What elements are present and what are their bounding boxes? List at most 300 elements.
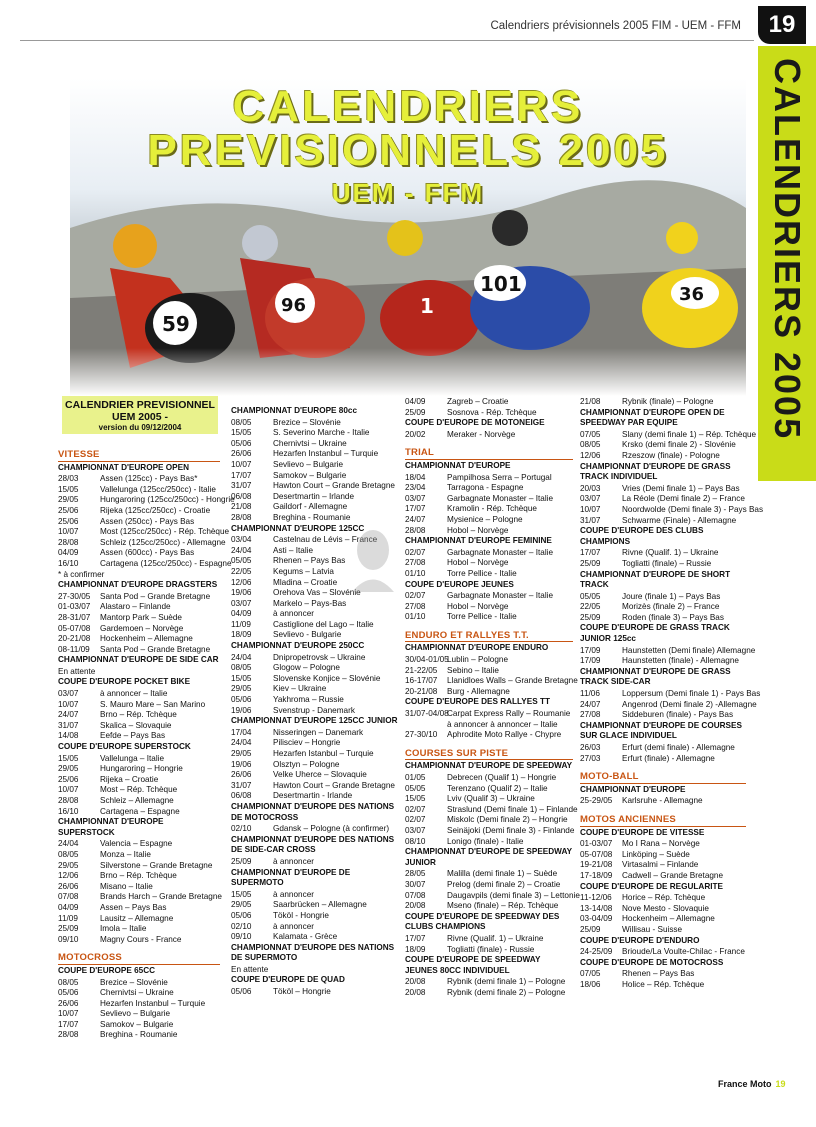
- championship-title: CHAMPIONNAT D'EUROPE 250CC: [231, 641, 365, 651]
- event-venue: Haunstetten (Demi finale) Allemagne: [622, 645, 756, 655]
- event-venue: Orehova Vas – Slovénie: [273, 588, 361, 598]
- event-row: [231, 674, 399, 685]
- calendar-block: [231, 975, 399, 997]
- event-date: 24-25/09: [580, 947, 613, 957]
- calendar-block: [580, 397, 746, 408]
- event-venue: Cartagena (125cc/250cc) - Espagne: [100, 558, 232, 568]
- calendar-block: [231, 868, 399, 943]
- event-row: [58, 924, 220, 935]
- calendar-block: [580, 785, 746, 807]
- event-row: [580, 850, 746, 861]
- event-date: 08-11/09: [58, 644, 90, 654]
- event-venue: Aphrodite Moto Rallye - Chypre: [447, 730, 562, 740]
- event-venue: Rhenen – Pays Bas: [273, 556, 346, 566]
- championship-title: COUPE D'EUROPE DES RALLYES TT: [405, 697, 550, 707]
- event-row: [231, 900, 399, 911]
- championship-title: CHAMPIONNAT D'EUROPE: [580, 784, 686, 794]
- event-venue: Hezarfen Instanbul – Turquie: [100, 998, 206, 1008]
- event-date: 10/07: [58, 527, 79, 537]
- championship-title: COUPE D'EUROPE POCKET BIKE: [58, 677, 191, 687]
- event-venue: Brno – Rép. Tchèque: [100, 871, 177, 881]
- event-row: [58, 999, 220, 1010]
- event-date: 07/05: [580, 429, 601, 439]
- event-date: 27-30/05: [58, 591, 91, 601]
- event-date: 03/04: [231, 535, 252, 545]
- calendar-block: [405, 847, 580, 912]
- event-row: [231, 706, 399, 717]
- calendar-block: [580, 623, 756, 666]
- event-date: 10/07: [231, 459, 252, 469]
- event-row: [405, 526, 573, 537]
- event-row: [58, 527, 230, 538]
- calendar-block: [405, 643, 578, 697]
- event-row: [405, 655, 573, 666]
- page-number-tab: 19: [758, 6, 806, 44]
- event-row: [231, 428, 399, 439]
- event-venue: Seinäjoki (Demi finale 3) - Finlande: [447, 825, 575, 835]
- event-venue: Straslund (Demi finale 1) – Finlande: [447, 804, 578, 814]
- event-venue: Brands Harch – Grande Bretagne: [100, 892, 222, 902]
- event-row: [231, 911, 399, 922]
- event-row: [231, 630, 399, 641]
- event-venue: Torre Pellice - Italie: [447, 612, 517, 622]
- event-row: [580, 602, 746, 613]
- event-row: [58, 689, 220, 700]
- event-date: 05/06: [231, 910, 252, 920]
- championship-title: COUPE D'EUROPE DE SPEEDWAY JEUNES 80CC INDIVIDUEL: [405, 955, 541, 975]
- event-row: [58, 1030, 220, 1041]
- event-venue: Markelo – Pays-Bas: [273, 598, 347, 608]
- calendar-block: [58, 462, 235, 581]
- event-date: 05/06: [58, 988, 79, 998]
- event-date: 25-29/05: [580, 796, 613, 806]
- block-note: En attente: [58, 666, 96, 676]
- event-date: 16-17/07: [405, 676, 438, 686]
- event-venue: Most (125cc/250cc) - Rép. Tchèque: [100, 527, 230, 537]
- event-date: 06/08: [231, 791, 252, 801]
- event-row: [580, 796, 746, 807]
- event-row: [231, 502, 399, 513]
- footer-label: France Moto: [718, 1079, 772, 1089]
- calendar-block: [580, 526, 746, 569]
- event-date: 29/05: [231, 684, 252, 694]
- event-row: [405, 826, 573, 837]
- event-venue: Rivne (Qualif. 1) – Ukraine: [447, 933, 544, 943]
- event-venue: La Réole (Demi finale 2) – France: [622, 494, 745, 504]
- event-venue: Castelnau de Lévis – France: [273, 535, 378, 545]
- event-row: [405, 890, 580, 902]
- event-venue: Prelog (demi finale 2) – Croatie: [447, 879, 561, 889]
- event-date: 19/06: [231, 588, 252, 598]
- event-venue: Castiglione del Lago – Italie: [273, 619, 374, 629]
- event-row: [58, 613, 220, 624]
- event-row: [405, 494, 573, 505]
- calendar-block: [580, 882, 746, 936]
- event-row: [405, 515, 573, 526]
- event-venue: Daugavpils (demi finale 3) – Lettonie: [447, 890, 580, 900]
- event-venue: Chernivtsi – Ukraine: [100, 988, 174, 998]
- event-date: 18/06: [580, 979, 601, 989]
- event-venue: Hobol – Norvège: [447, 601, 509, 611]
- event-date: 05-07/08: [580, 849, 613, 859]
- event-row: [58, 624, 220, 635]
- event-row: [580, 656, 746, 667]
- event-date: 19-21/08: [580, 860, 613, 870]
- championship-title: CHAMPIONNAT D'EUROPE 125CC: [231, 523, 365, 533]
- intro-box: [62, 396, 218, 434]
- column-3: [405, 397, 580, 998]
- event-row: [231, 439, 399, 450]
- event-date: 22/05: [580, 602, 601, 612]
- event-venue: Sosnova - Rép. Tchèque: [447, 407, 537, 417]
- event-venue: Rhenen – Pays Bas: [622, 969, 695, 979]
- event-venue: à annoncer: [273, 921, 314, 931]
- event-date: 06/08: [231, 491, 252, 501]
- event-date: [405, 720, 447, 731]
- event-row: [231, 791, 399, 802]
- event-venue: Siddeburen (finale) - Pays Bas: [622, 710, 734, 720]
- event-row: [58, 634, 220, 645]
- event-date: 29/05: [58, 860, 79, 870]
- event-row: [405, 709, 573, 720]
- event-row: [58, 517, 220, 528]
- event-venue: Miskolc (Demi finale 2) – Hongrie: [447, 815, 568, 825]
- event-venue: Mseno (finale) – Rép. Tchèque: [447, 901, 559, 911]
- event-row: [580, 451, 746, 462]
- intro-version: version du 09/12/2004: [98, 423, 182, 432]
- event-date: 09/10: [58, 934, 79, 944]
- calendar-block: [580, 407, 757, 462]
- event-row: [580, 914, 746, 925]
- event-venue: Lublin – Pologne: [447, 655, 509, 665]
- event-date: 09/10: [231, 932, 252, 942]
- championship-title: CHAMPIONNAT D'EUROPE SUPERSTOCK: [58, 817, 164, 837]
- championship-title: CHAMPIONNAT D'EUROPE DES NATIONS DE MOTOCROSS: [231, 801, 395, 822]
- event-venue: Breghina - Roumanie: [273, 512, 351, 522]
- event-row: [405, 880, 573, 891]
- event-venue: Sevlievo - Bulgarie: [273, 630, 342, 640]
- event-row: [58, 1009, 220, 1020]
- event-row: [58, 495, 235, 506]
- event-date: 31/07: [58, 720, 79, 730]
- event-row: [58, 914, 220, 925]
- event-venue: à annoncer: [273, 609, 314, 619]
- event-venue: Vallelunga (125cc/250cc) - Italie: [100, 484, 216, 494]
- championship-title: CHAMPIONNAT D'EUROPE 80cc: [231, 406, 357, 415]
- event-date: 17/09: [580, 656, 601, 666]
- event-date: 16/10: [58, 806, 79, 816]
- event-row: [231, 471, 399, 482]
- event-date: 05-07/08: [58, 623, 91, 633]
- event-row: [58, 506, 220, 517]
- event-venue: Horice – Rép. Tchèque: [622, 893, 706, 903]
- event-date: 20/03: [580, 483, 601, 493]
- calendar-block: [405, 418, 573, 440]
- event-date: 18/09: [231, 630, 252, 640]
- event-row: [231, 695, 399, 706]
- event-venue: Lviv (Qualif 3) – Ukraine: [447, 794, 535, 804]
- event-date: 01/05: [405, 773, 426, 782]
- event-row: [405, 483, 573, 494]
- calendar-block: [580, 666, 761, 721]
- event-venue: Erfurt (demi finale) - Allemagne: [622, 743, 735, 752]
- side-banner-title: CALENDRIERS 2005: [767, 58, 808, 441]
- event-venue: Vries (Demi finale 1) – Pays Bas: [622, 483, 740, 493]
- calendar-block: [58, 677, 220, 742]
- event-venue: Rybnik (demi finale 1) – Pologne: [447, 977, 566, 987]
- event-row: [231, 492, 399, 503]
- event-date: 17-18/09: [580, 870, 613, 880]
- event-date: 05/05: [580, 591, 601, 601]
- event-date: 25/09: [580, 612, 601, 622]
- event-date: 20-21/08: [58, 634, 91, 644]
- event-date: 28/08: [58, 1030, 79, 1040]
- event-venue: Kalamata - Grèce: [273, 932, 338, 942]
- event-date: 08/05: [58, 977, 79, 987]
- event-row: [580, 947, 746, 958]
- event-date: 27/08: [580, 710, 601, 720]
- event-venue: Kramolin - Rép. Tchèque: [447, 504, 537, 514]
- event-row: [405, 558, 573, 569]
- event-row: [405, 720, 573, 731]
- event-venue: Brioude/La Voulte-Chilac - France: [622, 947, 745, 957]
- event-venue: Garbagnate Monaster – Italie: [447, 493, 554, 503]
- calendar-block: [58, 966, 220, 1041]
- event-venue: Slovenske Konjice – Slovénie: [273, 673, 381, 683]
- calendar-block: [580, 828, 746, 882]
- event-date: 17/09: [580, 645, 601, 655]
- block-note: * à confirmer: [58, 569, 105, 579]
- event-date: 07/05: [580, 969, 601, 979]
- event-venue: à annoncer: [273, 889, 314, 899]
- section-heading: VITESSE: [58, 450, 220, 462]
- event-date: 18/09: [405, 944, 426, 954]
- event-venue: à annoncer – Italie: [100, 689, 168, 699]
- event-row: [580, 689, 761, 700]
- event-venue: Meraker - Norvège: [447, 429, 516, 439]
- event-date: 04/09: [58, 548, 79, 558]
- event-venue: Karlsruhe - Allemagne: [622, 796, 703, 806]
- intro-title: CALENDRIER PREVISIONNEL: [65, 399, 215, 411]
- event-venue: Burg - Allemagne: [447, 686, 510, 696]
- event-date: 10/07: [58, 1009, 79, 1019]
- event-date: 05/06: [231, 695, 252, 705]
- event-row: [405, 473, 573, 484]
- event-date: 12/06: [580, 450, 601, 460]
- event-date: 17/07: [231, 470, 252, 480]
- event-date: 15/05: [231, 428, 252, 438]
- event-date: 20/08: [405, 987, 426, 997]
- event-venue: Morizès (finale 2) – France: [622, 602, 720, 612]
- event-date: 17/07: [58, 1019, 79, 1029]
- event-date: 30/04-01/05: [405, 655, 449, 665]
- running-title: Calendriers prévisionnels 2005 FIM - UEM - FFM: [490, 20, 741, 32]
- event-date: 25/06: [58, 505, 79, 515]
- event-venue: Dnipropetrovsk – Ukraine: [273, 652, 366, 662]
- championship-title: COUPE D'EUROPE DE GRASS TRACK JUNIOR 125cc: [580, 623, 730, 644]
- championship-title: COUPE D'EUROPE DE REGULARITE: [580, 881, 723, 891]
- event-date: 15/05: [231, 673, 252, 683]
- championship-title: CHAMPIONNAT D'EUROPE DE SPEEDWAY JUNIOR: [405, 847, 572, 867]
- event-venue: Rijeka – Croatie: [100, 774, 159, 784]
- footer: [718, 1079, 786, 1089]
- intro-subtitle: UEM 2005 -: [111, 411, 169, 423]
- event-row: [58, 775, 220, 786]
- event-venue: Joure (finale 1) – Pays Bas: [622, 591, 721, 601]
- championship-title: CHAMPIONNAT D'EUROPE DE SUPERMOTO: [231, 867, 351, 888]
- event-row: [580, 516, 746, 527]
- event-venue: Rybnik (finale) – Pologne: [622, 397, 714, 406]
- event-venue: Gdansk – Pologne (à confirmer): [273, 824, 390, 834]
- event-row: [58, 861, 220, 872]
- event-venue: S. Severino Marche - Italie: [273, 428, 370, 438]
- championship-title: COUPE D'EUROPE DE SPEEDWAY DES CLUBS CHAMPIONS: [405, 911, 560, 932]
- calendar-block: [231, 802, 399, 835]
- event-row: [580, 860, 746, 871]
- event-row: [580, 494, 746, 505]
- event-venue: Eefde – Pays Bas: [100, 731, 166, 741]
- calendar-block: [231, 406, 399, 524]
- event-date: 04/09: [405, 397, 426, 406]
- event-row: [58, 871, 220, 882]
- event-row: [580, 710, 746, 721]
- event-date: 25/06: [58, 516, 79, 526]
- event-venue: Silverstone – Grande Bretagne: [100, 860, 213, 870]
- event-venue: Samokov – Bulgarie: [273, 470, 347, 480]
- event-row: [405, 794, 573, 805]
- event-venue: Roden (finale 3) – Pays Bas: [622, 612, 724, 622]
- championship-title: CHAMPIONNAT D'EUROPE DE GRASS TRACK INDIVIDUEL: [580, 461, 731, 482]
- event-venue: Linköping – Suède: [622, 849, 690, 859]
- championship-title: CHAMPIONNAT D'EUROPE DE SIDE CAR: [58, 655, 219, 665]
- event-row: [231, 653, 399, 664]
- event-venue: Hawton Court – Grande Bretagne: [273, 780, 395, 790]
- event-row: [58, 721, 220, 732]
- section-heading: MOTOCROSS: [58, 953, 220, 965]
- event-row: [231, 770, 399, 781]
- event-date: 19/06: [231, 705, 252, 715]
- event-row: [231, 684, 399, 695]
- event-venue: Olsztyn – Pologne: [273, 759, 340, 769]
- event-row: [58, 807, 220, 818]
- event-venue: Krsko (demi finale 2) - Slovénie: [622, 440, 736, 450]
- event-date: 27/08: [405, 601, 426, 611]
- event-date: 26/03: [580, 743, 601, 752]
- event-date: 22/05: [231, 566, 252, 576]
- event-date: 16/10: [58, 558, 79, 568]
- championship-title: CHAMPIONNAT D'EUROPE OPEN DE SPEEDWAY PAR EQUIPE: [580, 407, 725, 428]
- event-row: [405, 869, 573, 880]
- event-date: 29/05: [58, 495, 79, 505]
- svg-text:1: 1: [420, 294, 434, 318]
- event-venue: Glogow – Pologne: [273, 663, 340, 673]
- event-venue: Skalica – Slovaquie: [100, 720, 172, 730]
- event-venue: Loppersum (Demi finale 1) - Pays Bas: [622, 689, 761, 699]
- block-note: En attente: [231, 964, 269, 974]
- event-venue: Hawton Court – Grande Bretagne: [273, 481, 395, 491]
- event-venue: Torre Pellice - Italie: [447, 568, 517, 578]
- event-date: 03/07: [58, 689, 79, 699]
- event-row: [580, 613, 746, 624]
- event-date: 10/07: [58, 785, 79, 795]
- event-date: 21/08: [580, 397, 601, 406]
- event-row: [580, 980, 746, 991]
- calendar-block: [580, 461, 764, 527]
- event-venue: Schleiz (125cc/250cc) - Allemagne: [100, 537, 226, 547]
- event-date: 25/09: [231, 856, 252, 866]
- event-date: 31/07: [580, 515, 601, 525]
- event-date: 29/05: [231, 900, 252, 910]
- event-venue: Sevlievo – Bulgarie: [273, 459, 344, 469]
- event-venue: Erfurt (finale) - Allemagne: [622, 753, 715, 763]
- event-row: [231, 449, 399, 460]
- event-row: [58, 754, 220, 765]
- event-venue: Tarragona - Espagne: [447, 483, 524, 493]
- event-date: 24/07: [405, 514, 426, 524]
- event-venue: Mantorp Park – Suède: [100, 612, 182, 622]
- event-venue: Schleiz – Allemagne: [100, 796, 174, 805]
- event-date: 03/07: [231, 598, 252, 608]
- event-row: [231, 857, 399, 868]
- event-venue: Santa Pod – Grande Bretagne: [100, 644, 211, 654]
- event-date: 31/07: [231, 481, 252, 491]
- event-row: [405, 934, 573, 945]
- event-date: 15/05: [231, 889, 252, 899]
- event-venue: Asti – Italie: [273, 545, 314, 555]
- event-date: 17/07: [580, 548, 601, 558]
- event-date: 11/09: [231, 619, 251, 629]
- event-row: [231, 890, 399, 901]
- event-row: [231, 932, 399, 943]
- calendar-block: [405, 461, 573, 536]
- event-date: 02/10: [231, 824, 252, 834]
- event-venue: Holice – Rép. Tchèque: [622, 979, 705, 989]
- event-date: 27/03: [580, 753, 601, 763]
- event-date: 28/08: [58, 796, 79, 805]
- svg-text:36: 36: [679, 284, 705, 305]
- event-venue: Kiev – Ukraine: [273, 684, 327, 694]
- championship-title: CHAMPIONNAT D'EUROPE DE GRASS TRACK SIDE-CAR: [580, 666, 731, 687]
- event-date: 05/06: [231, 987, 252, 997]
- event-date: 24/04: [58, 839, 79, 849]
- calendar-block: [231, 716, 399, 802]
- event-venue: Assen (125cc) - Pays Bas*: [100, 474, 198, 484]
- event-venue: Garbagnate Monaster – Italie: [447, 547, 554, 557]
- event-date: 11-12/06: [580, 893, 612, 903]
- event-venue: Gaildorf - Allemagne: [273, 502, 348, 512]
- hero-title-line-1: CALENDRIERS: [232, 82, 584, 131]
- event-venue: Mladina – Croatie: [273, 577, 338, 587]
- event-venue: Svenstrup - Danemark: [273, 705, 355, 715]
- event-date: 02/07: [405, 591, 426, 601]
- event-venue: Nove Mesto - Slovaquie: [622, 903, 709, 913]
- event-venue: Rybnik (demi finale 2) – Pologne: [447, 987, 566, 997]
- event-venue: Lausitz – Allemagne: [100, 913, 174, 923]
- event-date: 04/09: [231, 609, 252, 619]
- championship-title: COUPE D'EUROPE DES CLUBS CHAMPIONS: [580, 526, 704, 546]
- event-venue: Velke Uherce – Slovaquie: [273, 770, 367, 780]
- event-venue: Togliatti (finale) - Russie: [447, 944, 535, 954]
- event-venue: Sevlievo – Bulgarie: [100, 1009, 171, 1019]
- event-date: 25/06: [58, 774, 79, 784]
- event-date: 18/04: [405, 472, 426, 482]
- event-venue: Virtasalmi – Finlande: [622, 860, 699, 870]
- event-row: [58, 978, 220, 989]
- event-venue: Sebino – Italie: [447, 665, 499, 675]
- event-date: 02/07: [405, 547, 426, 557]
- section-heading: MOTO-BALL: [580, 772, 746, 784]
- hero-photo: [70, 78, 746, 396]
